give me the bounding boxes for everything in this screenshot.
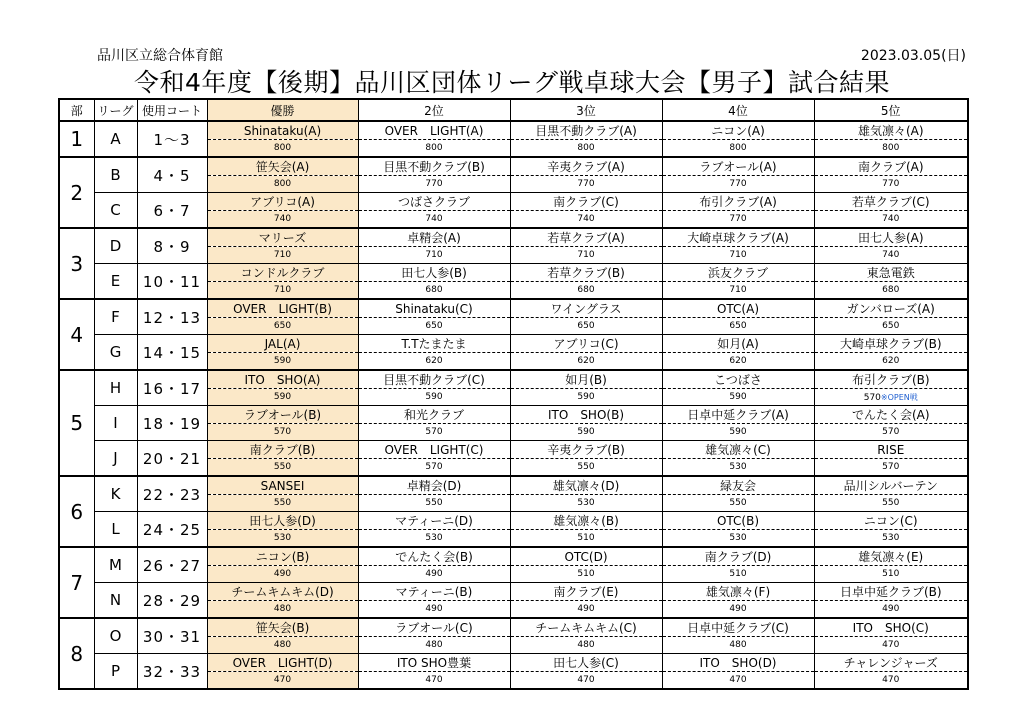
points-value: 530 [662, 530, 814, 548]
points-value: 740 [814, 247, 968, 264]
results-body [59, 121, 968, 689]
points-value: 480 [207, 601, 358, 619]
points-value: 490 [358, 601, 510, 619]
placing-team: こつばさ [662, 370, 814, 389]
points-value: 800 [510, 140, 662, 158]
winner-team: 南クラブ(B) [207, 441, 358, 459]
winner-team: OVER LIGHT(D) [207, 654, 358, 672]
league-letter: L [94, 512, 137, 548]
points-value: 570 [814, 459, 968, 477]
placing-team: 緑友会 [662, 476, 814, 495]
league-letter: C [94, 193, 137, 229]
court-range: 16・17 [137, 370, 207, 406]
points-value: 470 [814, 637, 968, 654]
placing-team: マティーニ(B) [358, 583, 510, 601]
winner-team: ニコン(B) [207, 547, 358, 566]
division-number: 3 [59, 228, 94, 299]
points-value: 770 [510, 176, 662, 193]
placing-team: OVER LIGHT(A) [358, 121, 510, 140]
court-range: 1～3 [137, 121, 207, 157]
league-row [59, 228, 968, 247]
placing-team: ニコン(A) [662, 121, 814, 140]
placing-team: ITO SHO(B) [510, 406, 662, 424]
placing-team: 雄気凛々(D) [510, 476, 662, 495]
league-row [59, 547, 968, 566]
points-value: 470 [510, 672, 662, 690]
placing-team: 辛夷クラブ(B) [510, 441, 662, 459]
league-letter: D [94, 228, 137, 264]
points-value: 800 [662, 140, 814, 158]
placing-team: 東急電鉄 [814, 264, 968, 282]
col-4th: 4位 [662, 99, 814, 121]
placing-team: 南クラブ(D) [662, 547, 814, 566]
col-3rd: 3位 [510, 99, 662, 121]
points-value: 510 [814, 566, 968, 583]
points-value: 620 [662, 353, 814, 371]
court-range: 28・29 [137, 583, 207, 619]
points-value: 710 [358, 247, 510, 264]
league-letter: A [94, 121, 137, 157]
col-courts: 使用コート [137, 99, 207, 121]
points-value: 550 [207, 495, 358, 512]
league-row [59, 193, 968, 211]
points-value: 550 [814, 495, 968, 512]
points-value: 490 [814, 601, 968, 619]
points-value: 490 [662, 601, 814, 619]
winner-team: チームキムキム(D) [207, 583, 358, 601]
points-value: 510 [510, 530, 662, 548]
points-value: 770 [358, 176, 510, 193]
winner-team: ラブオール(B) [207, 406, 358, 424]
placing-team: 如月(A) [662, 335, 814, 353]
winner-team: OVER LIGHT(B) [207, 299, 358, 318]
winner-team: 笹矢会(B) [207, 618, 358, 637]
points-value: 570 [207, 424, 358, 441]
placing-team: 雄気凛々(B) [510, 512, 662, 530]
division-number: 8 [59, 618, 94, 689]
placing-team: OTC(A) [662, 299, 814, 318]
court-range: 18・19 [137, 406, 207, 441]
placing-team: 田七人参(A) [814, 228, 968, 247]
col-2nd: 2位 [358, 99, 510, 121]
placing-team: 田七人参(C) [510, 654, 662, 672]
court-range: 10・11 [137, 264, 207, 300]
winner-team: アブリコ(A) [207, 193, 358, 211]
league-row [59, 299, 968, 318]
placing-team: チャレンジャーズ [814, 654, 968, 672]
placing-team: ITO SHO(D) [662, 654, 814, 672]
league-letter: I [94, 406, 137, 441]
points-value: 590 [207, 353, 358, 371]
placing-team: T.Tたまたま [358, 335, 510, 353]
placing-team: つばさクラブ [358, 193, 510, 211]
court-range: 6・7 [137, 193, 207, 229]
event-date: 2023.03.05(日) [860, 48, 966, 64]
placing-team: 日卓中延クラブ(C) [662, 618, 814, 637]
winner-team: コンドルクラブ [207, 264, 358, 282]
points-value: 480 [662, 637, 814, 654]
venue-name: 品川区立総合体育館 [97, 48, 223, 64]
points-value: 590 [510, 424, 662, 441]
page-title: 令和4年度【後期】品川区団体リーグ戦卓球大会【男子】試合結果 [134, 68, 890, 97]
points-value: 710 [207, 282, 358, 300]
points-value: 620 [510, 353, 662, 371]
winner-team: SANSEI [207, 476, 358, 495]
points-value: 590 [662, 424, 814, 441]
points-value: 470 [207, 672, 358, 690]
points-value: 570 [863, 392, 881, 403]
league-row [59, 264, 968, 282]
results-table [58, 98, 969, 690]
placing-team: ニコン(C) [814, 512, 968, 530]
points-value: 740 [510, 211, 662, 229]
court-range: 32・33 [137, 654, 207, 690]
col-winner: 優勝 [207, 99, 358, 121]
placing-team: 目黒不動クラブ(C) [358, 370, 510, 389]
league-row [59, 654, 968, 672]
points-cell [814, 389, 968, 406]
points-value: 740 [207, 211, 358, 229]
placing-team: 田七人参(B) [358, 264, 510, 282]
placing-team: Shinataku(C) [358, 299, 510, 318]
league-row [59, 121, 968, 140]
winner-team: 笹矢会(A) [207, 157, 358, 176]
division-number: 4 [59, 299, 94, 370]
points-value: 570 [358, 424, 510, 441]
winner-team: JAL(A) [207, 335, 358, 353]
league-row [59, 476, 968, 495]
points-value: 740 [814, 211, 968, 229]
placing-team: でんたく会(B) [358, 547, 510, 566]
placing-team: 和光クラブ [358, 406, 510, 424]
placing-team: 若草クラブ(B) [510, 264, 662, 282]
league-letter: M [94, 547, 137, 583]
league-row [59, 335, 968, 353]
points-value: 570 [358, 459, 510, 477]
points-value: 590 [510, 389, 662, 406]
placing-team: ITO SHO豊葉 [358, 654, 510, 672]
points-value: 530 [358, 530, 510, 548]
placing-team: 若草クラブ(C) [814, 193, 968, 211]
league-letter: G [94, 335, 137, 371]
league-letter: H [94, 370, 137, 406]
placing-team: でんたく会(A) [814, 406, 968, 424]
court-range: 24・25 [137, 512, 207, 548]
division-number: 6 [59, 476, 94, 547]
placing-team: 目黒不動クラブ(B) [358, 157, 510, 176]
points-value: 620 [358, 353, 510, 371]
court-range: 12・13 [137, 299, 207, 335]
points-value: 510 [510, 566, 662, 583]
points-value: 770 [814, 176, 968, 193]
league-row [59, 618, 968, 637]
points-value: 800 [207, 176, 358, 193]
court-range: 30・31 [137, 618, 207, 654]
points-value: 710 [510, 247, 662, 264]
points-value: 590 [207, 389, 358, 406]
placing-team: 浜友クラブ [662, 264, 814, 282]
points-value: 650 [358, 318, 510, 335]
placing-team: 雄気凛々(F) [662, 583, 814, 601]
col-league: リーグ [94, 99, 137, 121]
league-letter: O [94, 618, 137, 654]
placing-team: 日卓中延クラブ(A) [662, 406, 814, 424]
winner-team: Shinataku(A) [207, 121, 358, 140]
points-value: 550 [510, 459, 662, 477]
points-value: 650 [662, 318, 814, 335]
points-value: 530 [510, 495, 662, 512]
court-range: 8・9 [137, 228, 207, 264]
points-value: 650 [207, 318, 358, 335]
league-letter: J [94, 441, 137, 477]
placing-team: 南クラブ(C) [510, 193, 662, 211]
winner-team: マリーズ [207, 228, 358, 247]
points-value: 480 [207, 637, 358, 654]
points-value: 620 [814, 353, 968, 371]
placing-team: 如月(B) [510, 370, 662, 389]
placing-team: 布引クラブ(B) [814, 370, 968, 389]
court-range: 20・21 [137, 441, 207, 477]
placing-team: 布引クラブ(A) [662, 193, 814, 211]
division-number: 5 [59, 370, 94, 476]
placing-team: 雄気凛々(E) [814, 547, 968, 566]
division-number: 1 [59, 121, 94, 157]
points-value: 570 [814, 424, 968, 441]
placing-team: OTC(B) [662, 512, 814, 530]
points-value: 470 [662, 672, 814, 690]
placing-team: 大崎卓球クラブ(A) [662, 228, 814, 247]
placing-team: チームキムキム(C) [510, 618, 662, 637]
points-value: 800 [358, 140, 510, 158]
league-letter: K [94, 476, 137, 512]
league-row [59, 157, 968, 176]
court-range: 22・23 [137, 476, 207, 512]
placing-team: ラブオール(C) [358, 618, 510, 637]
placing-team: 辛夷クラブ(A) [510, 157, 662, 176]
points-value: 490 [207, 566, 358, 583]
points-value: 710 [662, 247, 814, 264]
points-value: 550 [358, 495, 510, 512]
points-value: 490 [510, 601, 662, 619]
league-letter: N [94, 583, 137, 619]
points-value: 530 [662, 459, 814, 477]
placing-team: 卓精会(A) [358, 228, 510, 247]
winner-team: ITO SHO(A) [207, 370, 358, 389]
placing-team: OTC(D) [510, 547, 662, 566]
placing-team: 品川シルバーテン [814, 476, 968, 495]
points-value: 480 [510, 637, 662, 654]
placing-team: ワイングラス [510, 299, 662, 318]
points-value: 470 [358, 672, 510, 690]
points-value: 650 [814, 318, 968, 335]
league-letter: F [94, 299, 137, 335]
placing-team: 若草クラブ(A) [510, 228, 662, 247]
points-value: 710 [207, 247, 358, 264]
col-5th: 5位 [814, 99, 968, 121]
placing-team: 卓精会(D) [358, 476, 510, 495]
placing-team: ラブオール(A) [662, 157, 814, 176]
points-value: 550 [662, 495, 814, 512]
points-value: 510 [662, 566, 814, 583]
winner-team: 田七人参(D) [207, 512, 358, 530]
points-value: 650 [510, 318, 662, 335]
court-range: 14・15 [137, 335, 207, 371]
placing-team: 南クラブ(A) [814, 157, 968, 176]
col-division: 部 [59, 99, 94, 121]
placing-team: 雄気凛々(C) [662, 441, 814, 459]
points-value: 770 [662, 211, 814, 229]
placing-team: 大崎卓球クラブ(B) [814, 335, 968, 353]
points-value: 800 [814, 140, 968, 158]
division-number: 7 [59, 547, 94, 618]
league-row [59, 583, 968, 601]
points-value: 680 [510, 282, 662, 300]
points-value: 470 [814, 672, 968, 690]
header-row [59, 99, 968, 121]
league-letter: P [94, 654, 137, 690]
court-range: 26・27 [137, 547, 207, 583]
points-value: 800 [207, 140, 358, 158]
points-value: 530 [207, 530, 358, 548]
points-value: 550 [207, 459, 358, 477]
points-value: 590 [662, 389, 814, 406]
points-value: 530 [814, 530, 968, 548]
points-value: 710 [662, 282, 814, 300]
placing-team: マティーニ(D) [358, 512, 510, 530]
points-value: 480 [358, 637, 510, 654]
points-value: 590 [358, 389, 510, 406]
placing-team: OVER LIGHT(C) [358, 441, 510, 459]
points-value: 490 [358, 566, 510, 583]
league-letter: B [94, 157, 137, 193]
court-range: 4・5 [137, 157, 207, 193]
league-letter: E [94, 264, 137, 300]
league-row [59, 441, 968, 459]
placing-team: 日卓中延クラブ(B) [814, 583, 968, 601]
placing-team: ガンバローズ(A) [814, 299, 968, 318]
placing-team: 目黒不動クラブ(A) [510, 121, 662, 140]
points-value: 770 [662, 176, 814, 193]
league-row [59, 406, 968, 424]
points-value: 740 [358, 211, 510, 229]
placing-team: アブリコ(C) [510, 335, 662, 353]
league-row [59, 512, 968, 530]
points-value: 680 [814, 282, 968, 300]
division-number: 2 [59, 157, 94, 228]
placing-team: RISE [814, 441, 968, 459]
placing-team: ITO SHO(C) [814, 618, 968, 637]
placing-team: 雄気凛々(A) [814, 121, 968, 140]
open-match-note: ※OPEN戦 [880, 392, 918, 402]
points-value: 680 [358, 282, 510, 300]
league-row [59, 370, 968, 389]
placing-team: 南クラブ(E) [510, 583, 662, 601]
